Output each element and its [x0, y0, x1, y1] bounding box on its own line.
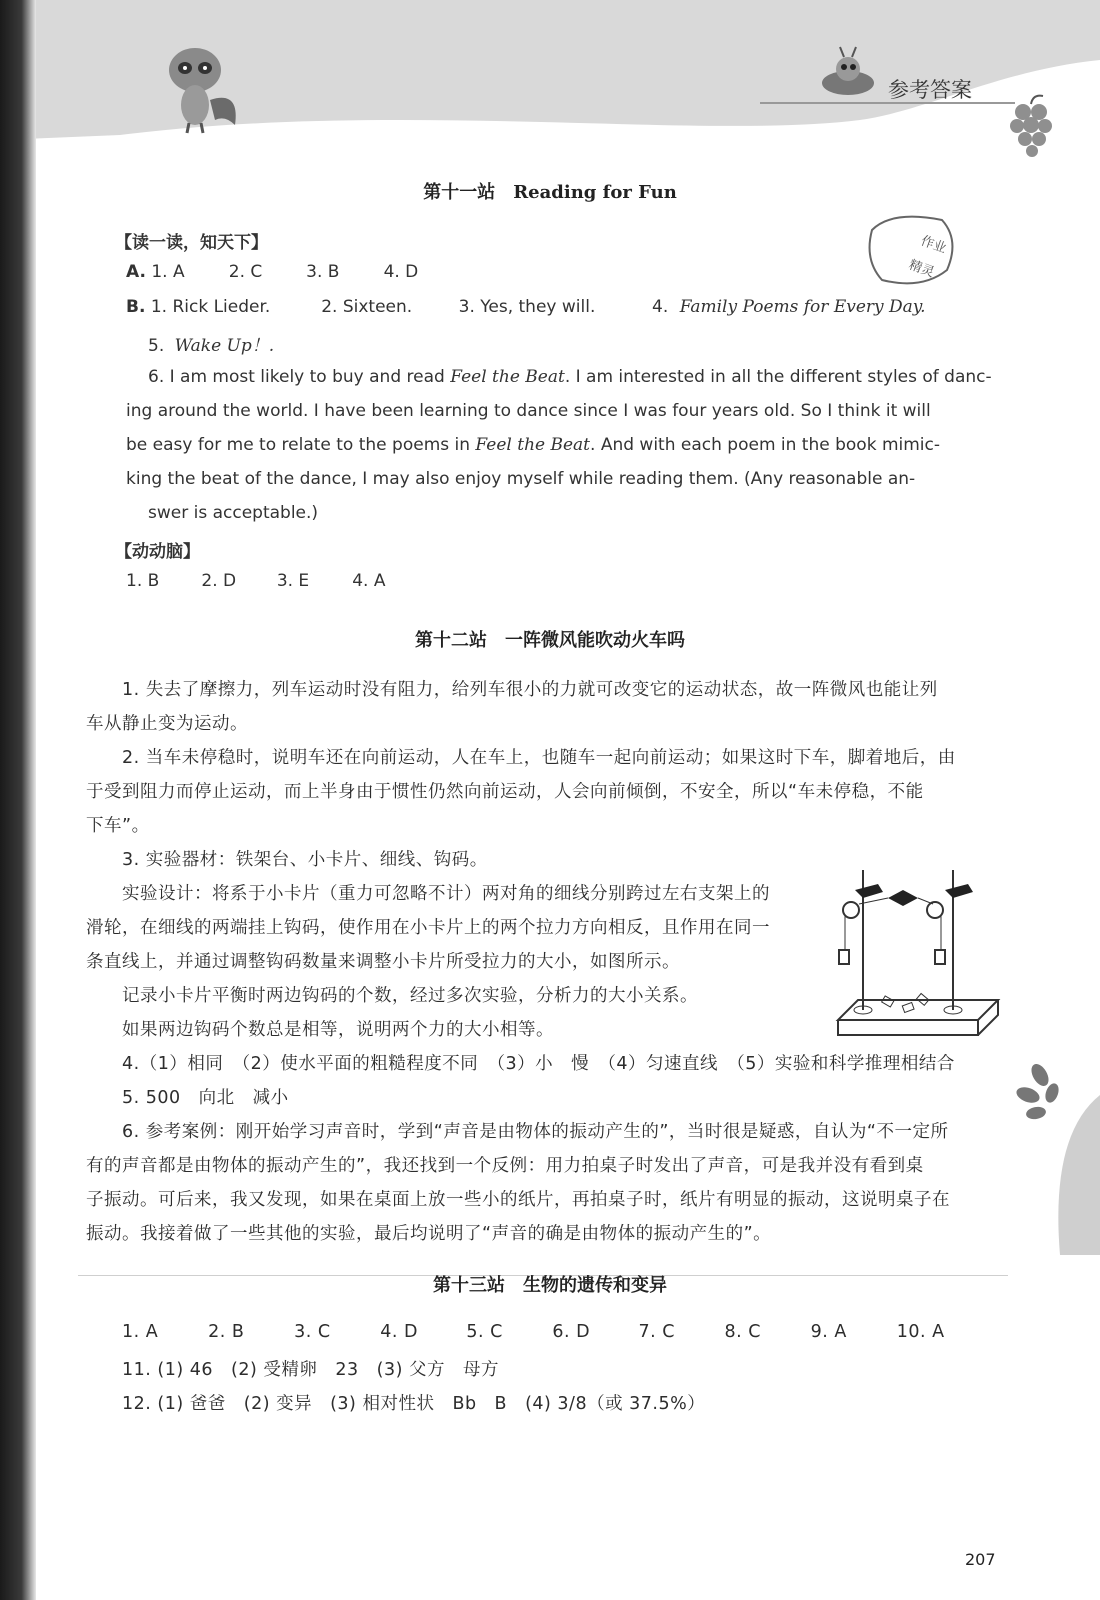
answer-c4: 4. A — [352, 571, 386, 591]
header-rule — [760, 102, 1015, 104]
s13-a1: 1. A — [122, 1322, 159, 1342]
b6-line1-title: Feel the Beat — [450, 367, 565, 387]
s13-a6: 6. D — [552, 1322, 591, 1342]
answer-c1: 1. B — [126, 571, 160, 591]
b6-line3-post: . And with each poem in the book mimic- — [590, 435, 941, 455]
section-11-title: 第十一站 Reading for Fun — [423, 182, 677, 203]
section-11-heading-think: 【动动脑】 — [115, 542, 200, 562]
answer-b4-num: 4. — [652, 297, 669, 317]
s12-line-17: 振动。我接着做了一些其他的实验，最后均说明了“声音的确是由物体的振动产生的”。 — [86, 1224, 772, 1244]
page-number: 207 — [965, 1550, 996, 1569]
answer-a2: 2. C — [228, 262, 263, 282]
svg-text:精灵: 精灵 — [906, 257, 937, 281]
s13-a9: 9. A — [810, 1322, 847, 1342]
b6-line1-post: . I am interested in all the different styles of danc- — [564, 367, 992, 387]
s13-a2: 2. B — [208, 1322, 245, 1342]
section-11-row-b — [126, 297, 926, 317]
answer-b2: 2. Sixteen. — [321, 297, 413, 317]
answer-a3: 3. B — [306, 262, 340, 282]
answer-b6-line5: swer is acceptable.) — [148, 503, 319, 523]
b6-line1-pre: 6. I am most likely to buy and read — [148, 367, 445, 387]
header-title: 参考答案 — [888, 78, 972, 102]
s13-a7: 7. C — [638, 1322, 675, 1342]
answer-c2: 2. D — [201, 571, 237, 591]
section-11-heading-read: 【读一读，知天下】 — [115, 233, 268, 253]
answer-b1: 1. Rick Lieder. — [150, 297, 271, 317]
row-b-prefix: B. — [126, 297, 146, 317]
s12-line-12: 4.（1）相同 （2）使水平面的粗糙程度不同 （3）小 慢 （4）匀速直线 （5）实验和科学推理相结合 — [122, 1054, 955, 1074]
s12-line-9: 条直线上，并通过调整钩码数量来调整小卡片所受拉力的大小，如图所示。 — [86, 952, 680, 972]
stamp-seal — [862, 210, 962, 290]
s12-line-3: 2. 当车未停稳时，说明车还在向前运动，人在车上，也随车一起向前运动；如果这时下车，脚着地后，由 — [122, 748, 956, 768]
s12-line-11: 如果两边钩码个数总是相等，说明两个力的大小相等。 — [122, 1020, 554, 1040]
section-11-row-a — [126, 262, 418, 282]
answer-a1: 1. A — [151, 262, 185, 282]
answer-b4-title: Family Poems for Every Day. — [679, 297, 926, 317]
s12-line-16: 子振动。可后来，我又发现，如果在桌面上放一些小的纸片，再拍桌子时，纸片有明显的振动，这说明桌子在 — [86, 1190, 950, 1210]
s12-line-10: 记录小卡片平衡时两边钩码的个数，经过多次实验，分析力的大小关系。 — [122, 986, 698, 1006]
s13-a5: 5. C — [466, 1322, 503, 1342]
answer-b5-num: 5. — [148, 336, 165, 356]
answer-b5-title: Wake Up！. — [174, 336, 275, 356]
section-12-title: 第十二站 一阵微风能吹动火车吗 — [415, 630, 685, 651]
s13-a10: 10. A — [896, 1322, 945, 1342]
answer-a4: 4. D — [383, 262, 419, 282]
s13-a8: 8. C — [724, 1322, 762, 1342]
s12-line-2: 车从静止变为运动。 — [86, 714, 248, 734]
row-a-prefix: A. — [126, 262, 146, 282]
leaf-icon — [1010, 1055, 1100, 1255]
s12-line-13: 5. 500 向北 减小 — [122, 1088, 289, 1108]
answer-b6-line1 — [148, 367, 992, 387]
s12-line-5: 下车”。 — [86, 816, 150, 836]
page-edge-shadow — [0, 0, 36, 1600]
experiment-apparatus-figure — [833, 870, 1003, 1055]
s13-a4: 4. D — [380, 1322, 418, 1342]
alien-mascot-icon — [818, 45, 878, 100]
raccoon-icon — [155, 35, 245, 135]
s13-row-1 — [122, 1322, 945, 1342]
s13-row-3: 12. (1) 爸爸 (2) 变异 (3) 相对性状 Bb B (4) 3/8（或 37.5%） — [122, 1394, 706, 1414]
answer-b5 — [148, 331, 274, 356]
s12-line-7: 实验设计：将系于小卡片（重力可忽略不计）两对角的细线分别跨过左右支架上的 — [122, 884, 770, 904]
b6-line3-title: Feel the Beat — [475, 435, 591, 455]
s13-a3: 3. C — [294, 1322, 331, 1342]
answer-b6-line4: king the beat of the dance, I may also enjoy myself while reading them. (Any reasonable an- — [126, 469, 916, 489]
s12-line-15: 有的声音都是由物体的振动产生的”，我还找到一个反例：用力拍桌子时发出了声音，可是我并没有看到桌 — [86, 1156, 924, 1176]
s13-row-2: 11. (1) 46 (2) 受精卵 23 (3) 父方 母方 — [122, 1360, 499, 1380]
b6-line3-pre: be easy for me to relate to the poems in — [126, 435, 471, 455]
section-11-row-c — [126, 571, 385, 591]
answer-b6-line2: ing around the world. I have been learning to dance since I was four years old. So I think it will — [126, 401, 931, 421]
s12-line-8: 滑轮，在细线的两端挂上钩码，使作用在小卡片上的两个拉力方向相反，且作用在同一 — [86, 918, 770, 938]
grape-icon — [1003, 92, 1063, 162]
s12-line-4: 于受到阻力而停止运动，而上半身由于惯性仍然向前运动，人会向前倾倒，不安全，所以“车未停稳，不能 — [86, 782, 924, 802]
answer-b3: 3. Yes, they will. — [458, 297, 596, 317]
s12-line-1: 1. 失去了摩擦力，列车运动时没有阻力，给列车很小的力就可改变它的运动状态，故一阵微风也能让列 — [122, 680, 938, 700]
svg-text:作业: 作业 — [918, 233, 949, 257]
answer-b6-line3 — [126, 435, 940, 455]
answer-c3: 3. E — [276, 571, 310, 591]
section-13-title: 第十三站 生物的遗传和变异 — [433, 1275, 667, 1296]
s12-line-14: 6. 参考案例：刚开始学习声音时，学到“声音是由物体的振动产生的”，当时很是疑惑，自认为“不一定所 — [122, 1122, 949, 1142]
s12-line-6: 3. 实验器材：铁架台、小卡片、细线、钩码。 — [122, 850, 488, 870]
